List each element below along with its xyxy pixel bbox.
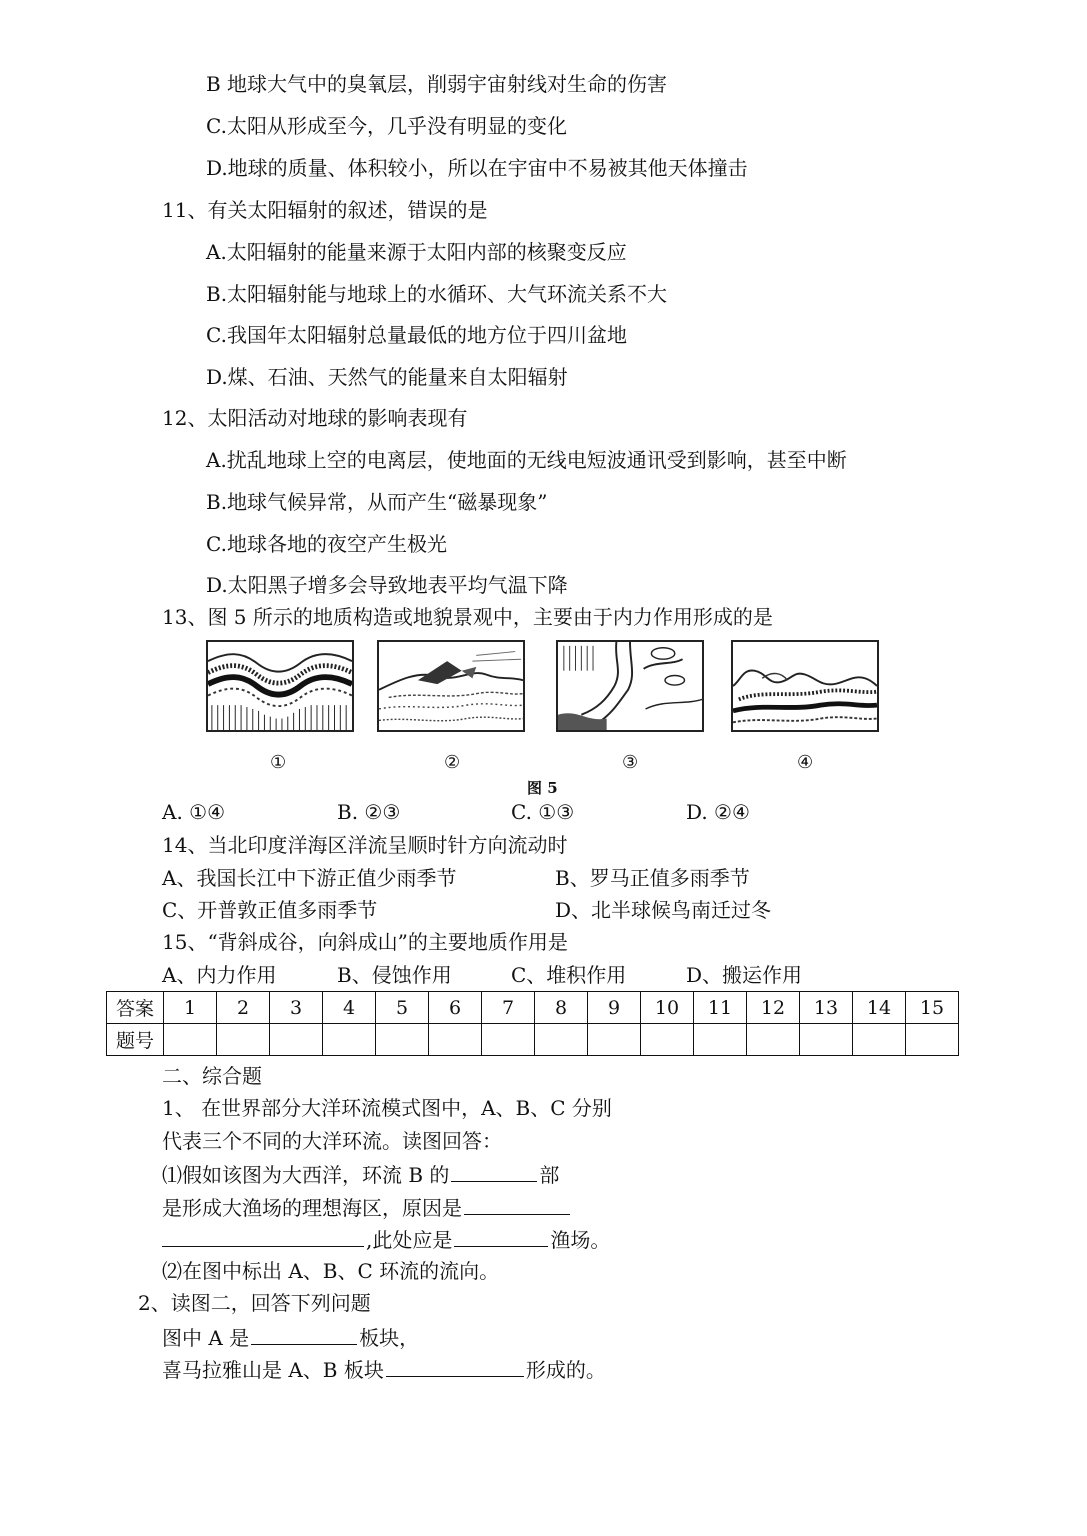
q10-option-c: C.太阳从形成至今，几乎没有明显的变化 xyxy=(206,114,567,138)
s2-q2-text-c: 喜马拉雅山是 A、B 板块 xyxy=(162,1358,384,1382)
q12-option-c: C.地球各地的夜空产生极光 xyxy=(206,532,447,556)
s2-q2-title: 2、读图二，回答下列问题 xyxy=(138,1291,371,1315)
s2-q1-p1-text-b: 部 xyxy=(539,1163,560,1187)
answer-table-number: 4 xyxy=(323,992,376,1024)
s2-q1-part1-line1 xyxy=(162,1161,559,1187)
answer-table-number: 7 xyxy=(482,992,535,1024)
figure-caption: 图 5 xyxy=(527,779,558,797)
s2-q1-line1: 1、 在世界部分大洋环流模式图中，A、B、C 分别 xyxy=(162,1096,612,1120)
answer-blank[interactable] xyxy=(162,1226,364,1247)
answer-table-number: 2 xyxy=(217,992,270,1024)
q15-option-c: C、堆积作用 xyxy=(511,963,627,987)
answer-table-number: 11 xyxy=(694,992,747,1024)
q13-option-a: A. ①④ xyxy=(162,800,226,824)
q15-option-a: A、内力作用 xyxy=(162,963,277,987)
answer-table-number: 1 xyxy=(164,992,217,1024)
answer-table-number: 5 xyxy=(376,992,429,1024)
answer-cell[interactable] xyxy=(217,1024,270,1056)
section2-title: 二、综合题 xyxy=(162,1064,262,1088)
q14-stem: 14、当北印度洋海区洋流呈顺时针方向流动时 xyxy=(162,833,568,857)
answer-table-number: 3 xyxy=(270,992,323,1024)
s2-q2-text-a: 图中 A 是 xyxy=(162,1326,250,1350)
q10-option-b: B 地球大气中的臭氧层，削弱宇宙射线对生命的伤害 xyxy=(206,72,668,96)
answer-table-number-row xyxy=(107,992,959,1024)
s2-q1-p1-text-d: ,此处应是 xyxy=(366,1228,453,1252)
q11-stem: 11、有关太阳辐射的叙述，错误的是 xyxy=(162,198,488,222)
s2-q1-part1-line3 xyxy=(162,1226,610,1252)
q14-option-b: B、罗马正值多雨季节 xyxy=(555,866,750,890)
answer-table-number: 6 xyxy=(429,992,482,1024)
answer-table-number: 12 xyxy=(747,992,800,1024)
answer-blank[interactable] xyxy=(454,1226,548,1247)
answer-table-header-answer: 答案 xyxy=(107,992,164,1024)
answer-table xyxy=(106,991,959,1056)
answer-table-number: 8 xyxy=(535,992,588,1024)
s2-q2-text-d: 形成的。 xyxy=(525,1358,606,1382)
figure-karst-landscape xyxy=(731,640,879,732)
figure-label-2: ② xyxy=(444,752,461,773)
answer-table-header-number: 题号 xyxy=(107,1024,164,1056)
q14-option-a: A、我国长江中下游正值少雨季节 xyxy=(162,866,457,890)
q13-stem: 13、图 5 所示的地质构造或地貌景观中，主要由于内力作用形成的是 xyxy=(162,605,773,629)
q11-option-d: D.煤、石油、天然气的能量来自太阳辐射 xyxy=(206,365,568,389)
s2-q1-p1-text-e: 渔场。 xyxy=(550,1228,611,1252)
q15-stem: 15、“背斜成谷，向斜成山”的主要地质作用是 xyxy=(162,930,568,954)
answer-cell[interactable] xyxy=(376,1024,429,1056)
answer-cell[interactable] xyxy=(853,1024,906,1056)
answer-table-number: 15 xyxy=(906,992,959,1024)
q12-option-b: B.地球气候异常，从而产生“磁暴现象” xyxy=(206,490,548,514)
answer-cell[interactable] xyxy=(747,1024,800,1056)
answer-cell[interactable] xyxy=(164,1024,217,1056)
q13-option-c: C. ①③ xyxy=(511,800,575,824)
q13-option-b: B. ②③ xyxy=(337,800,401,824)
figure-fold-strata xyxy=(206,640,354,732)
figure-label-4: ④ xyxy=(797,752,814,773)
s2-q2-line2 xyxy=(162,1356,606,1382)
answer-cell[interactable] xyxy=(482,1024,535,1056)
s2-q1-line2: 代表三个不同的大洋环流。读图回答： xyxy=(162,1129,502,1153)
s2-q2-text-b: 板块， xyxy=(359,1326,420,1350)
answer-cell[interactable] xyxy=(800,1024,853,1056)
s2-q1-part2: ⑵在图中标出 A、B、C 环流的流向。 xyxy=(162,1259,500,1283)
answer-blank[interactable] xyxy=(451,1161,537,1182)
answer-blank[interactable] xyxy=(251,1324,357,1345)
answer-blank[interactable] xyxy=(464,1194,570,1215)
figure-label-1: ① xyxy=(270,752,287,773)
q13-option-d: D. ②④ xyxy=(686,800,750,824)
answer-table-number: 14 xyxy=(853,992,906,1024)
q14-option-d: D、北半球候鸟南迁过冬 xyxy=(555,898,772,922)
answer-cell[interactable] xyxy=(270,1024,323,1056)
q12-option-a: A.扰乱地球上空的电离层，使地面的无线电短波通讯受到影响，甚至中断 xyxy=(206,448,847,472)
figure-label-3: ③ xyxy=(622,752,639,773)
answer-cell[interactable] xyxy=(694,1024,747,1056)
figure-river-delta xyxy=(556,640,704,732)
answer-table-number: 13 xyxy=(800,992,853,1024)
q10-option-d: D.地球的质量、体积较小，所以在宇宙中不易被其他天体撞击 xyxy=(206,156,748,180)
q11-option-a: A.太阳辐射的能量来源于太阳内部的核聚变反应 xyxy=(206,240,627,264)
answer-table-number: 9 xyxy=(588,992,641,1024)
answer-cell[interactable] xyxy=(906,1024,959,1056)
answer-cell[interactable] xyxy=(588,1024,641,1056)
answer-cell[interactable] xyxy=(641,1024,694,1056)
s2-q1-part1-line2 xyxy=(162,1194,572,1220)
answer-cell[interactable] xyxy=(535,1024,588,1056)
answer-table-answer-row xyxy=(107,1024,959,1056)
figure-sand-dunes xyxy=(377,640,525,732)
q15-option-b: B、侵蚀作用 xyxy=(337,963,452,987)
answer-cell[interactable] xyxy=(429,1024,482,1056)
s2-q2-line1 xyxy=(162,1324,419,1350)
q12-stem: 12、太阳活动对地球的影响表现有 xyxy=(162,406,468,430)
answer-blank[interactable] xyxy=(386,1356,524,1377)
s2-q1-p1-text-c: 是形成大渔场的理想海区，原因是 xyxy=(162,1196,462,1220)
q11-option-b: B.太阳辐射能与地球上的水循环、大气环流关系不大 xyxy=(206,282,668,306)
q14-option-c: C、开普敦正值多雨季节 xyxy=(162,898,378,922)
q12-option-d: D.太阳黑子增多会导致地表平均气温下降 xyxy=(206,573,568,597)
q15-option-d: D、搬运作用 xyxy=(686,963,803,987)
answer-table-number: 10 xyxy=(641,992,694,1024)
s2-q1-p1-text-a: ⑴假如该图为大西洋，环流 B 的 xyxy=(162,1163,450,1187)
q11-option-c: C.我国年太阳辐射总量最低的地方位于四川盆地 xyxy=(206,323,627,347)
answer-cell[interactable] xyxy=(323,1024,376,1056)
